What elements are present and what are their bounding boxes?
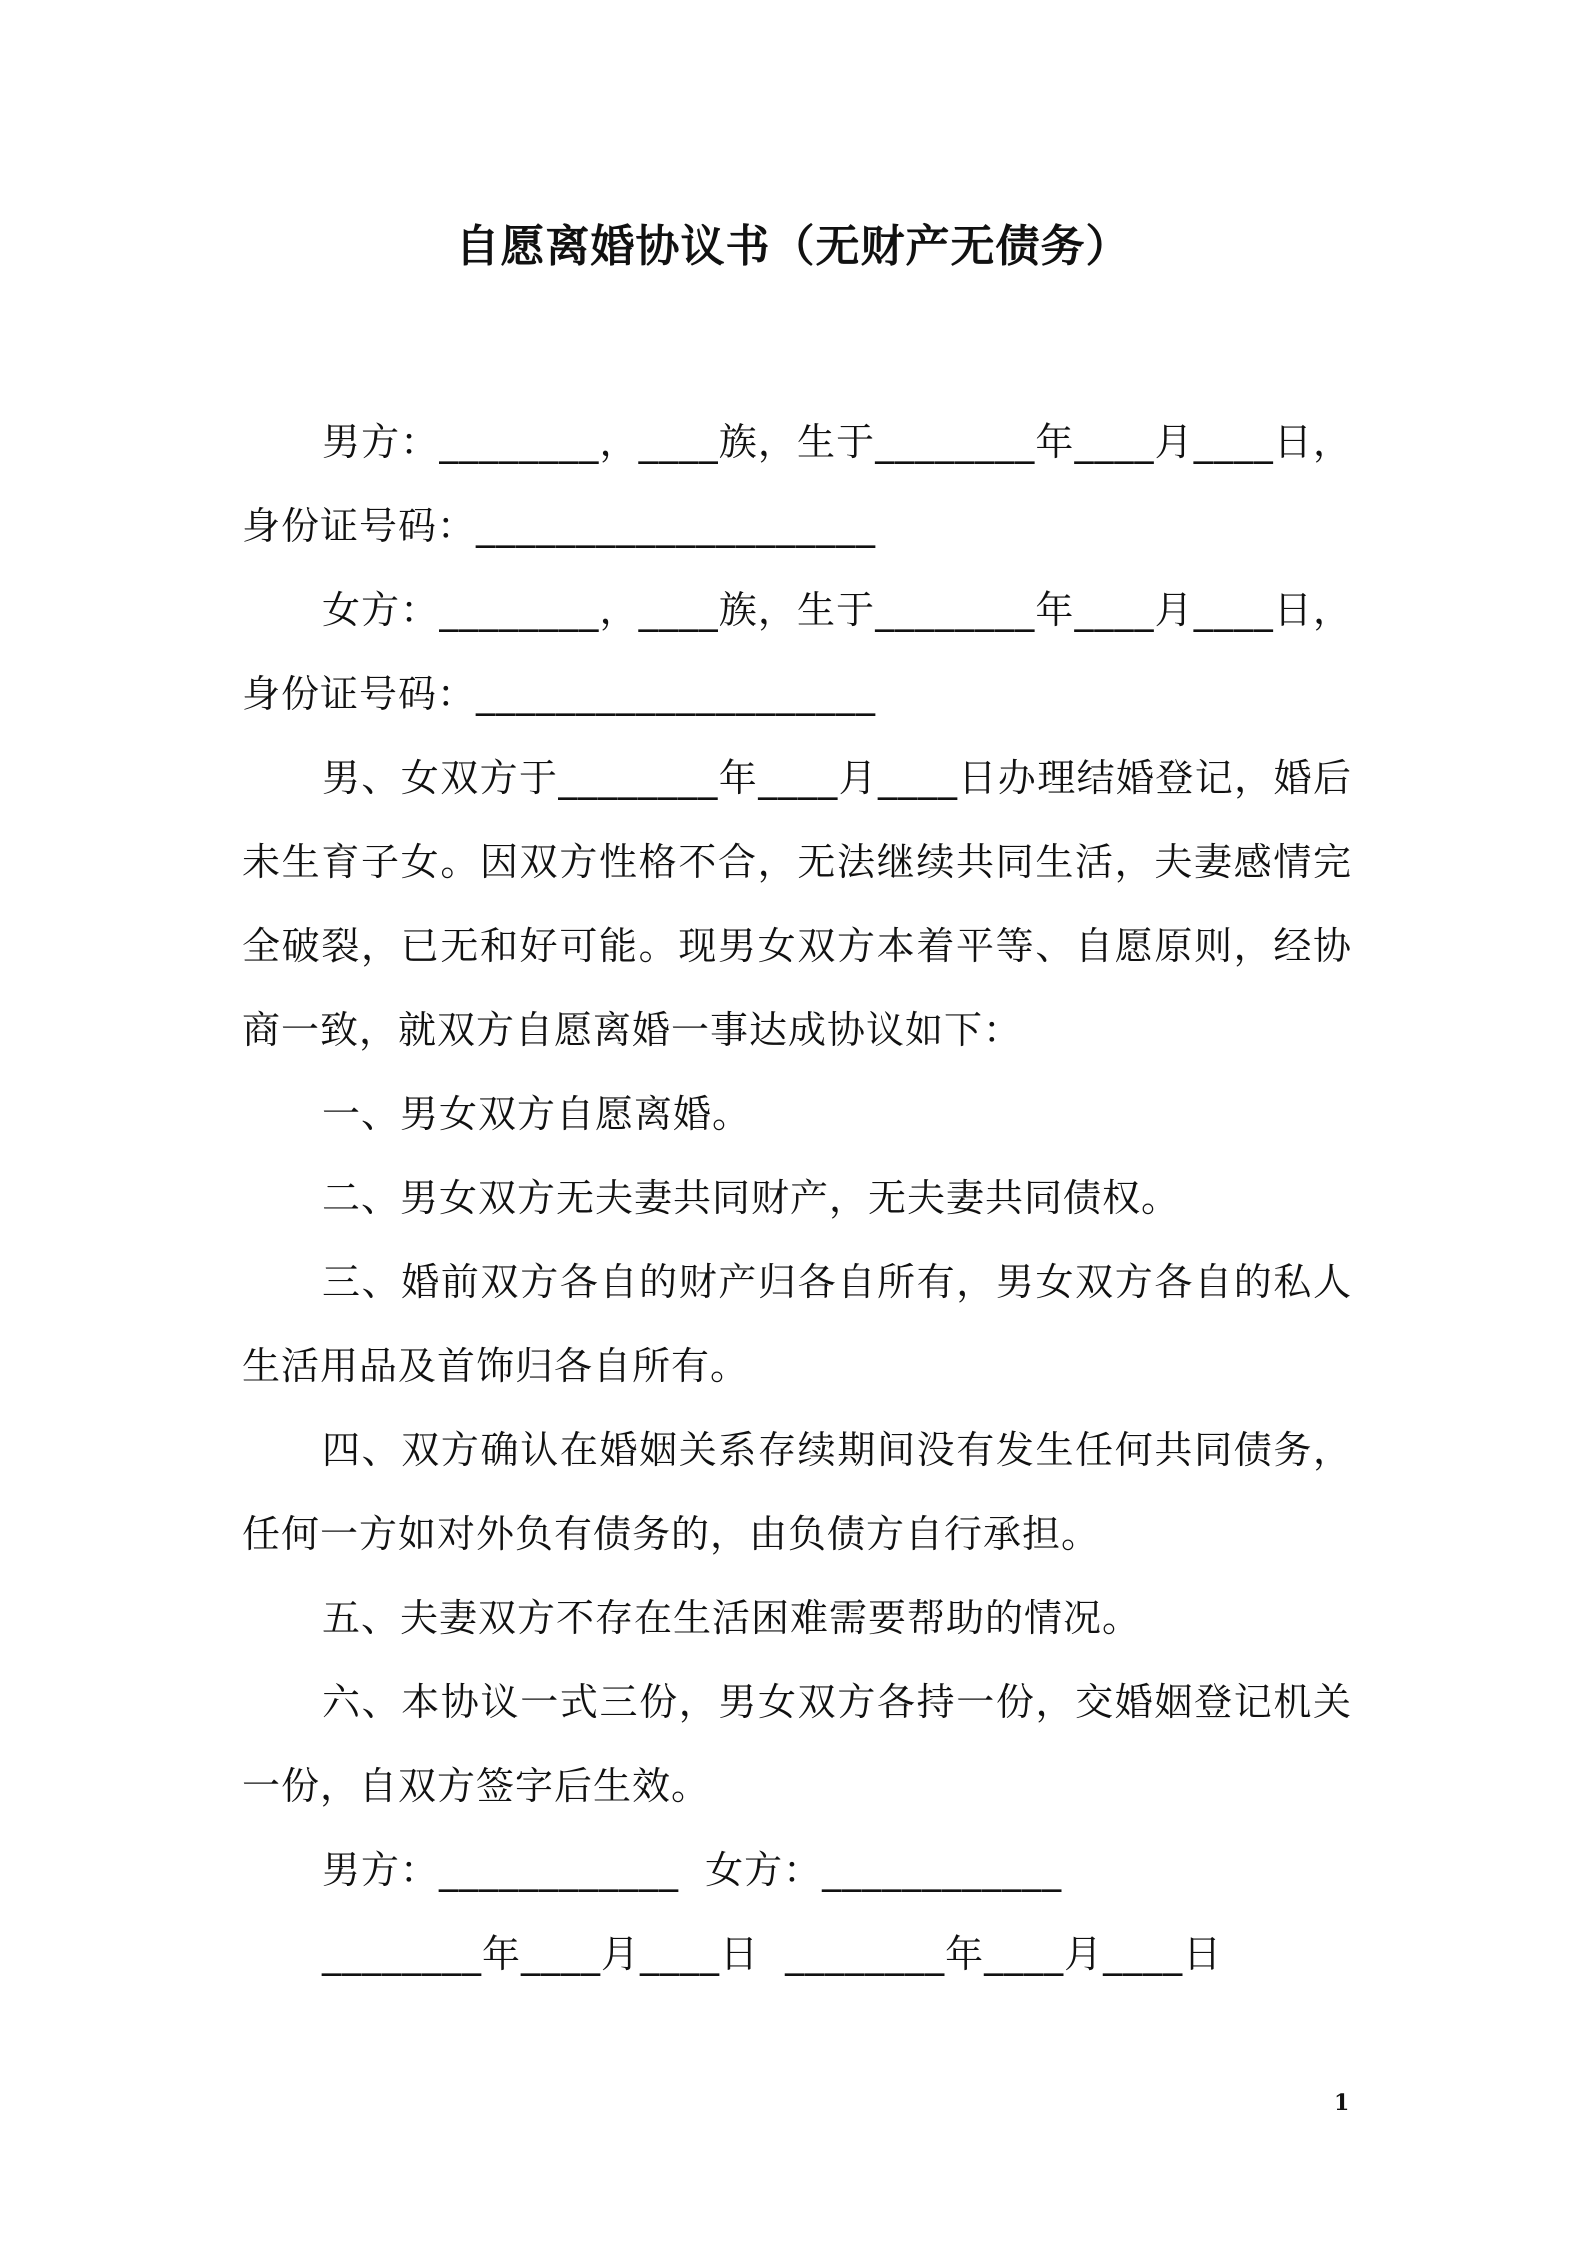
- clause-5: 五、夫妻双方不存在生活困难需要帮助的情况。: [322, 1596, 1142, 1640]
- male-party-info: 男方：________，____族，生于________年____月____日，身份证号码：____________________: [242, 420, 1352, 548]
- clause-6: 六、本协议一式三份，男女双方各持一份，交婚姻登记机关一份，自双方签字后生效。: [242, 1680, 1352, 1808]
- document-body: [242, 400, 1352, 1996]
- clause-4: 四、双方确认在婚姻关系存续期间没有发生任何共同债务，任何一方如对外负有债务的，由负债方自行承担。: [242, 1428, 1352, 1556]
- page-number: 1: [1334, 2090, 1350, 2116]
- document-title: 自愿离婚协议书（无财产无债务）: [455, 221, 1131, 272]
- clause-2: 二、男女双方无夫妻共同财产，无夫妻共同债权。: [322, 1176, 1181, 1220]
- clause-3: 三、婚前双方各自的财产归各自所有，男女双方各自的私人生活用品及首饰归各自所有。: [242, 1260, 1352, 1388]
- signature-line: 男方：____________ 女方：____________: [322, 1848, 1063, 1892]
- date-line: ________年____月____日 ________年____月____日: [322, 1932, 1223, 1976]
- female-party-info: 女方：________，____族，生于________年____月____日，身份证号码：____________________: [242, 588, 1352, 716]
- clause-1: 一、男女双方自愿离婚。: [322, 1092, 752, 1136]
- preamble-paragraph: 男、女双方于________年____月____日办理结婚登记，婚后未生育子女。因双方性格不合，无法继续共同生活，夫妻感情完全破裂，已无和好可能。现男女双方本着平等、自愿原则，经协商一致，就双方自愿离婚一事达成协议如下：: [242, 756, 1352, 1052]
